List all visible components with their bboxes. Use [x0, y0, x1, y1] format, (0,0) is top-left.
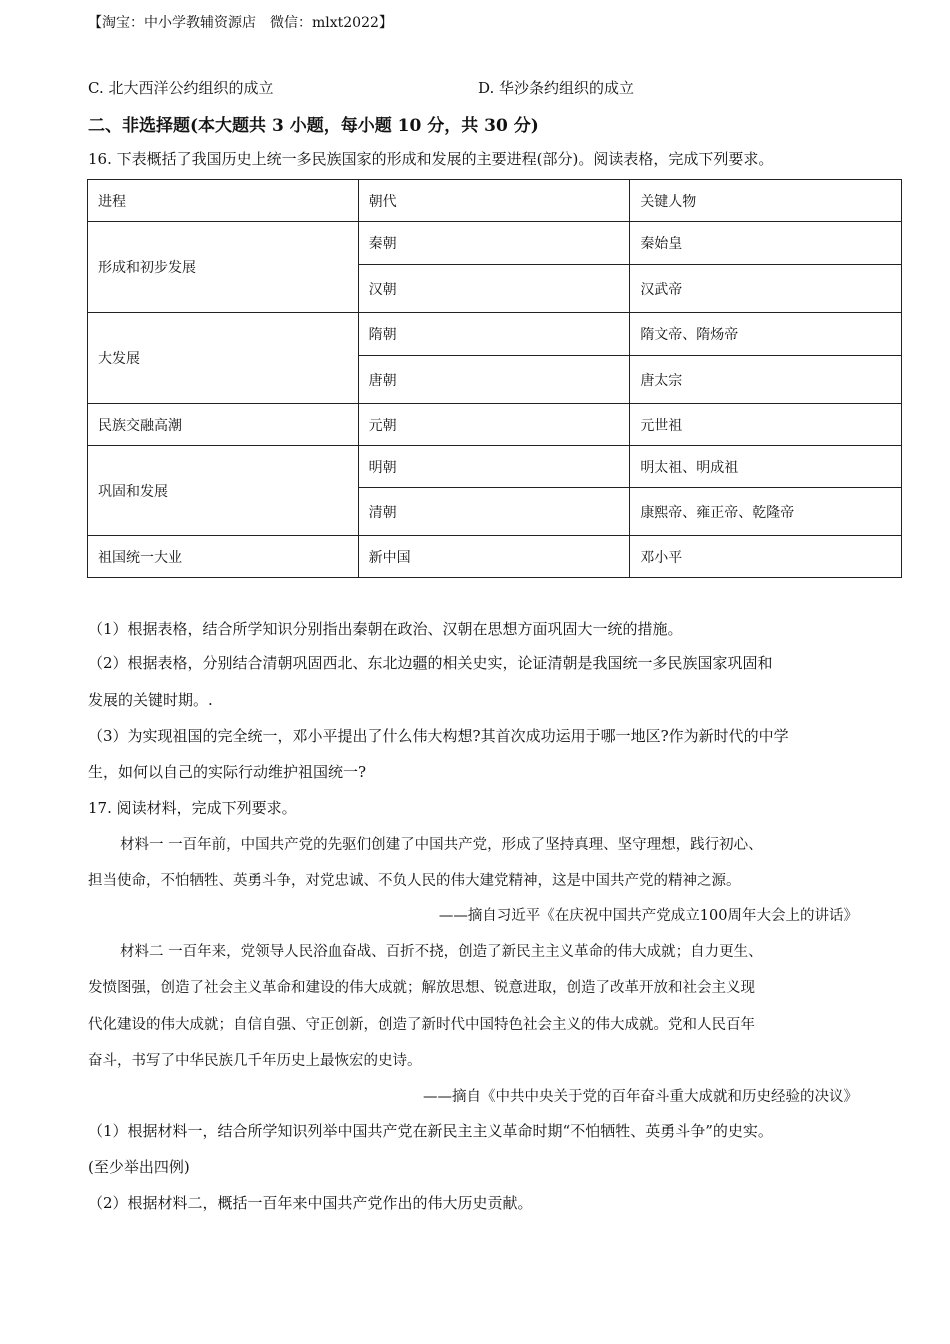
table-row: [88, 536, 902, 578]
material2-line2: 发愤图强，创造了社会主义革命和建设的伟大成就；解放思想、锐意进取，创造了改革开放和社会主义现: [88, 980, 755, 996]
section-title: 二、非选择题(本大题共 3 小题，每小题 10 分，共 30 分): [88, 116, 539, 136]
dynasty-cell: 明朝: [358, 446, 630, 488]
table-row: [88, 404, 902, 446]
option-d: D. 华沙条约组织的成立: [478, 79, 635, 97]
dynasty-cell: 唐朝: [358, 356, 630, 404]
person-cell: 唐太宗: [630, 356, 902, 404]
q16-part3-line1: （3）为实现祖国的完全统一，邓小平提出了什么伟大构想?其首次成功运用于哪一地区?作为新时代的中学: [88, 727, 789, 745]
dynasty-cell: 汉朝: [358, 265, 630, 313]
q16-part3-line2: 生，如何以自己的实际行动维护祖国统一?: [88, 763, 367, 781]
stage-cell: 大发展: [88, 313, 359, 404]
q16-part1: （1）根据表格，结合所学知识分别指出秦朝在政治、汉朝在思想方面巩固大一统的措施。: [88, 620, 683, 638]
table-header-cell: 进程: [88, 180, 359, 222]
dynasty-cell: 新中国: [358, 536, 630, 578]
history-table: [87, 179, 902, 578]
q17-stem: 17. 阅读材料，完成下列要求。: [88, 799, 297, 817]
q17-part1-line1: （1）根据材料一，结合所学知识列举中国共产党在新民主主义革命时期“不怕牺牲、英勇斗争”的史实。: [88, 1122, 773, 1140]
shop-header: 【淘宝：中小学教辅资源店 微信：mlxt2022】: [88, 15, 393, 31]
stage-cell: 形成和初步发展: [88, 222, 359, 313]
material2-source: ——摘自《中共中央关于党的百年奋斗重大成就和历史经验的决议》: [423, 1089, 858, 1105]
person-cell: 秦始皇: [630, 222, 902, 265]
table-header-cell: 关键人物: [630, 180, 902, 222]
q16-part2-line2: 发展的关键时期。.: [88, 691, 213, 709]
person-cell: 康熙帝、雍正帝、乾隆帝: [630, 488, 902, 536]
material1-line2: 担当使命，不怕牺牲、英勇斗争，对党忠诚、不负人民的伟大建党精神，这是中国共产党的精神之源。: [88, 873, 741, 889]
table-row: [88, 446, 902, 488]
q17-part2: （2）根据材料二，概括一百年来中国共产党作出的伟大历史贡献。: [88, 1194, 533, 1212]
material1-line1: 材料一 一百年前，中国共产党的先驱们创建了中国共产党，形成了坚持真理、坚守理想，践行初心、: [120, 837, 763, 853]
dynasty-cell: 清朝: [358, 488, 630, 536]
material2-line1: 材料二 一百年来，党领导人民浴血奋战、百折不挠，创造了新民主主义革命的伟大成就；自力更生、: [120, 944, 763, 960]
stage-cell: 民族交融高潮: [88, 404, 359, 446]
dynasty-cell: 元朝: [358, 404, 630, 446]
q17-part1-line2: (至少举出四例): [88, 1158, 190, 1176]
dynasty-cell: 秦朝: [358, 222, 630, 265]
stage-cell: 巩固和发展: [88, 446, 359, 536]
person-cell: 元世祖: [630, 404, 902, 446]
person-cell: 汉武帝: [630, 265, 902, 313]
person-cell: 明太祖、明成祖: [630, 446, 902, 488]
stage-cell: 祖国统一大业: [88, 536, 359, 578]
material1-source: ——摘自习近平《在庆祝中国共产党成立100周年大会上的讲话》: [438, 908, 858, 924]
table-header-cell: 朝代: [358, 180, 630, 222]
table-header-row: [88, 180, 902, 222]
table-row: [88, 222, 902, 265]
material2-line3: 代化建设的伟大成就；自信自强、守正创新，创造了新时代中国特色社会主义的伟大成就。党和人民百年: [88, 1017, 755, 1033]
q16-part2-line1: （2）根据表格，分别结合清朝巩固西北、东北边疆的相关史实，论证清朝是我国统一多民族国家巩固和: [88, 654, 773, 672]
table-row: [88, 313, 902, 356]
person-cell: 邓小平: [630, 536, 902, 578]
material2-line4: 奋斗，书写了中华民族几千年历史上最恢宏的史诗。: [88, 1053, 422, 1069]
option-c: C. 北大西洋公约组织的成立: [88, 79, 274, 97]
dynasty-cell: 隋朝: [358, 313, 630, 356]
person-cell: 隋文帝、隋炀帝: [630, 313, 902, 356]
q16-stem: 16. 下表概括了我国历史上统一多民族国家的形成和发展的主要进程(部分)。阅读表格，完成下列要求。: [88, 150, 774, 168]
